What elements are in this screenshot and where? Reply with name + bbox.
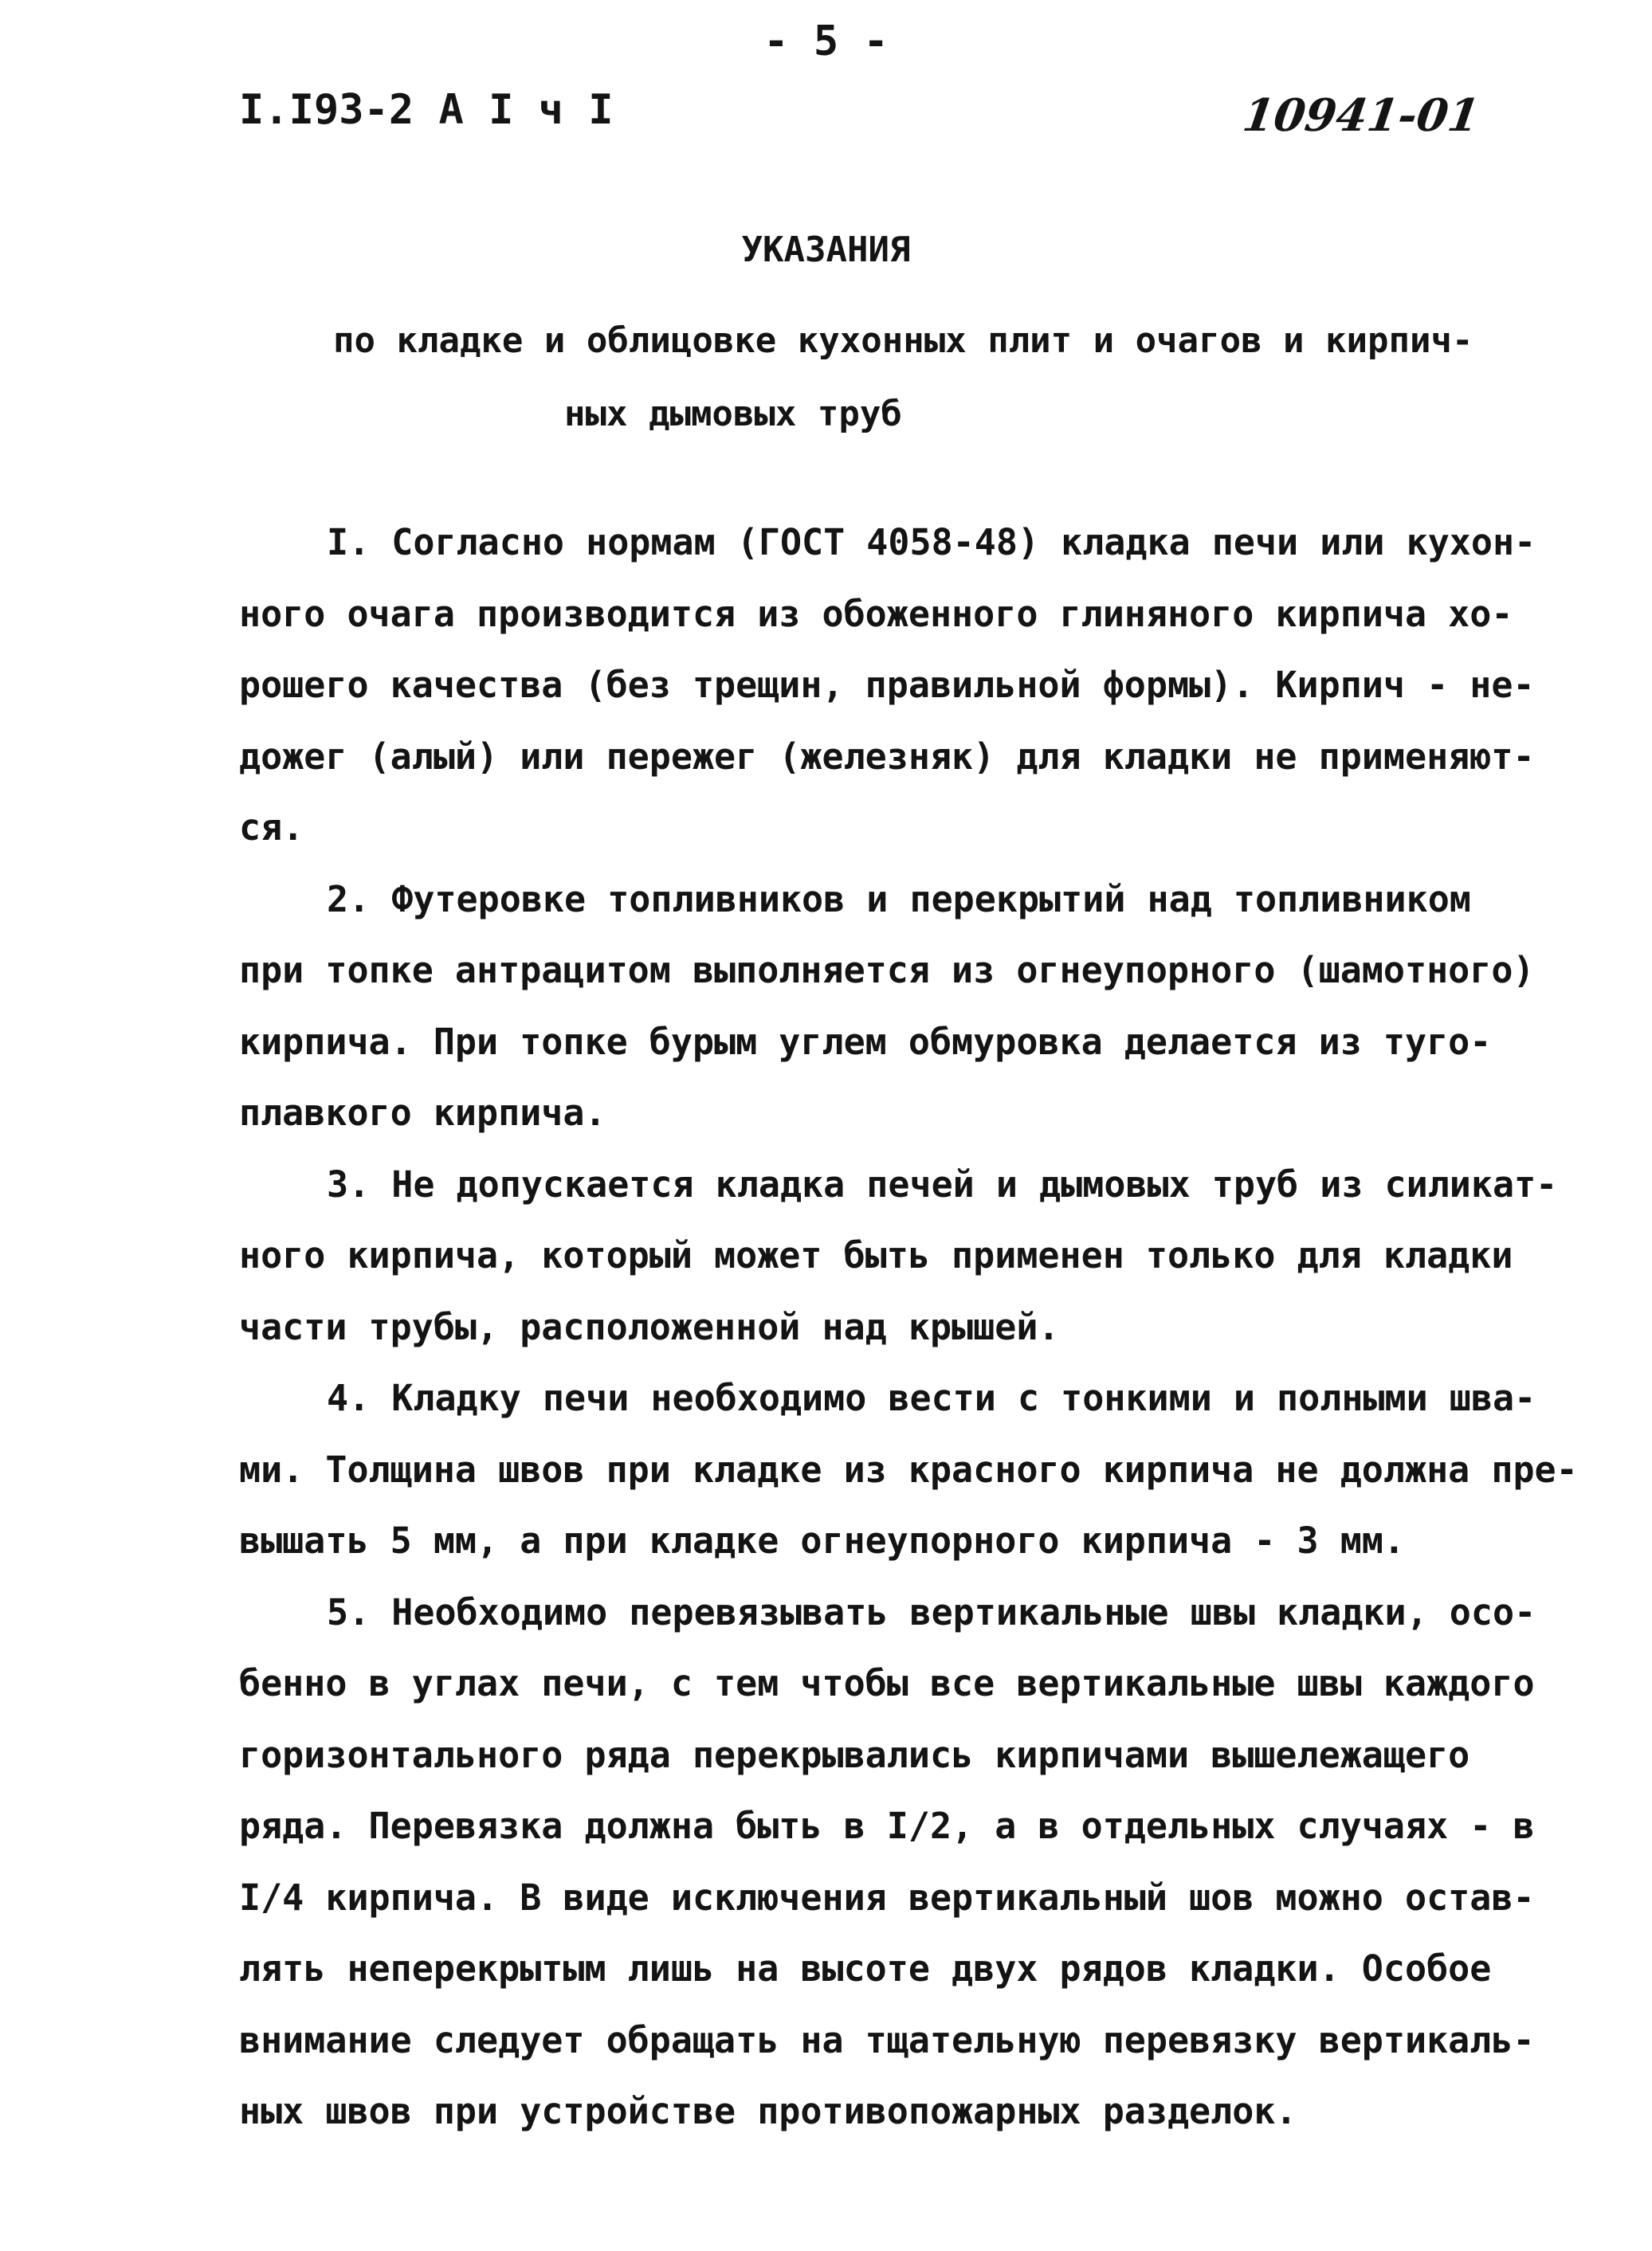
paragraph-line: ми. Толщина швов при кладке из красного кирпича не должна пре- xyxy=(239,1448,1578,1491)
paragraph-line: горизонтального ряда перекрывались кирпичами вышележащего xyxy=(239,1733,1470,1776)
paragraph-line: внимание следует обращать на тщательную перевязку вертикаль- xyxy=(239,2018,1535,2061)
paragraph-line: плавкого кирпича. xyxy=(239,1092,606,1134)
subtitle-line: по кладке и облицовке кухонных плит и очагов и кирпич- xyxy=(333,320,1473,361)
paragraph-line: при топке антрацитом выполняется из огнеупорного (шамотного) xyxy=(239,949,1535,991)
paragraph-line: 5. Необходимо перевязывать вертикальные швы кладки, осо- xyxy=(327,1590,1536,1633)
paragraph-line: дожег (алый) или пережег (железняк) для кладки не применяют- xyxy=(239,735,1535,778)
paragraph-line: лять неперекрытым лишь на высоте двух рядов кладки. Особое xyxy=(239,1947,1492,1990)
paragraph-line: ся. xyxy=(239,806,304,849)
subtitle-line: ных дымовых труб xyxy=(564,394,902,434)
paragraph-line: кирпича. При топке бурым углем обмуровка делается из туго- xyxy=(239,1020,1492,1063)
page-number: - 5 - xyxy=(763,18,889,65)
paragraph-line: рошего качества (без трещин, правильной формы). Кирпич - не- xyxy=(239,664,1535,706)
paragraph-line: ного кирпича, который может быть применен только для кладки xyxy=(239,1234,1513,1276)
paragraph-line: I/4 кирпича. В виде исключения вертикальный шов можно остав- xyxy=(239,1876,1535,1919)
paragraph-line: вышать 5 мм, а при кладке огнеупорного кирпича - 3 мм. xyxy=(239,1520,1405,1562)
paragraph-line: ряда. Перевязка должна быть в I/2, а в отдельных случаях - в xyxy=(239,1805,1535,1847)
paragraph-line: ных швов при устройстве противопожарных разделок. xyxy=(239,2090,1297,2132)
paragraph-line: части трубы, расположенной над крышей. xyxy=(239,1305,1060,1348)
handwritten-inventory-number: 10941-01 xyxy=(1239,89,1483,142)
paragraph-line: ного очага производится из обоженного глиняного кирпича хо- xyxy=(239,592,1513,635)
document-subtitle xyxy=(333,304,1544,451)
document-code: I.I93-2 А I ч I xyxy=(239,86,614,134)
paragraph-line: 3. Не допускается кладка печей и дымовых труб из силикат- xyxy=(327,1163,1558,1206)
paragraph-line: I. Согласно нормам (ГОСТ 4058-48) кладка печи или кухон- xyxy=(327,521,1536,563)
document-body xyxy=(239,507,1610,2147)
document-title: УКАЗАНИЯ xyxy=(741,229,911,270)
paragraph-line: 4. Кладку печи необходимо вести с тонкими и полными шва- xyxy=(327,1377,1536,1419)
paragraph-line: бенно в углах печи, с тем чтобы все вертикальные швы каждого xyxy=(239,1662,1535,1704)
paragraph-line: 2. Футеровке топливников и перекрытий над топливником xyxy=(327,877,1471,920)
